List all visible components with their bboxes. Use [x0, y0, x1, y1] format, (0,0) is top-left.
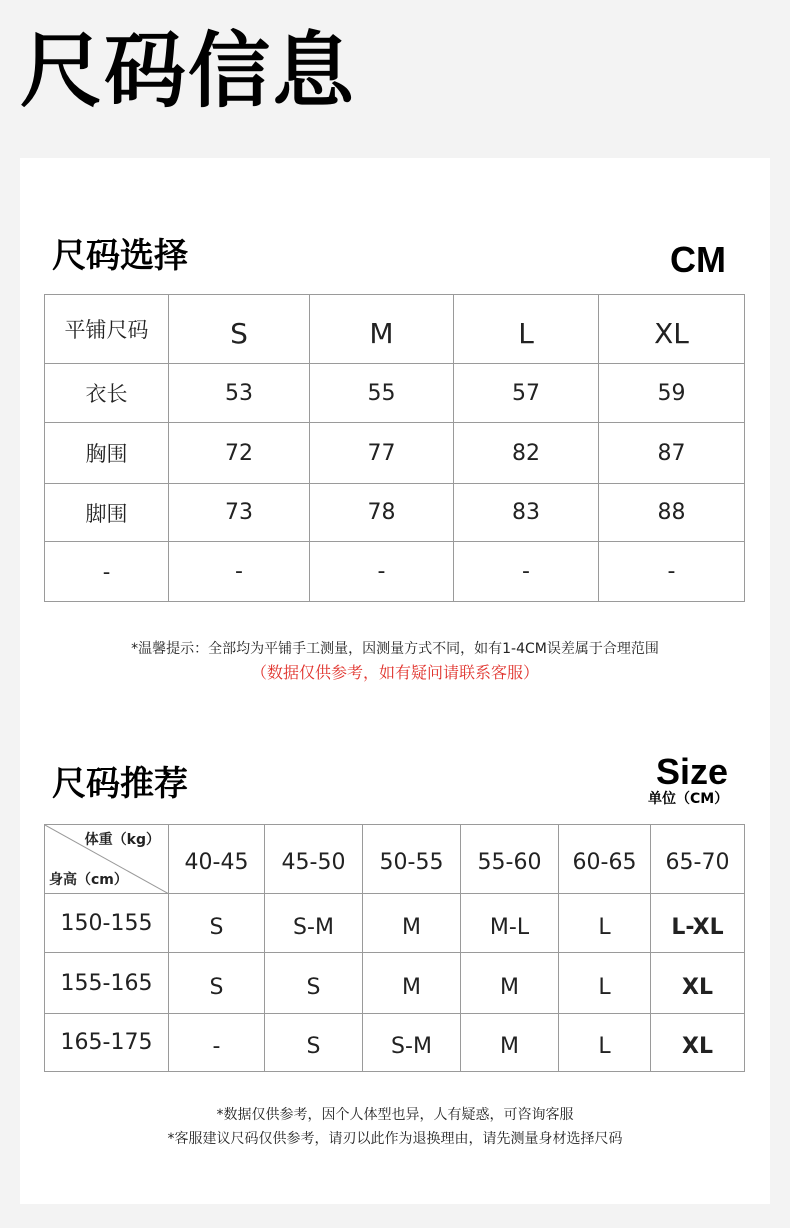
row-label: 衣长	[45, 364, 169, 423]
height-row-label: 165-175	[45, 1014, 169, 1072]
table-cell: 59	[599, 364, 745, 423]
reference-note: *数据仅供参考，因个人体型也异，人有疑惑，可咨询客服	[216, 1107, 574, 1123]
table-cell: S	[265, 953, 363, 1014]
weight-header: 50-55	[363, 825, 461, 894]
size-header-s: S	[169, 295, 310, 364]
height-row-label: 150-155	[45, 894, 169, 953]
table-cell: S	[169, 953, 265, 1014]
page-title: 尺码信息	[20, 24, 357, 119]
table-header-row	[45, 825, 745, 894]
weight-axis-label: 体重（kg）	[84, 832, 160, 848]
weight-header: 45-50	[265, 825, 363, 894]
table-cell: -	[310, 542, 454, 602]
table-cell: -	[599, 542, 745, 602]
height-row-label: 155-165	[45, 953, 169, 1014]
table-row	[45, 484, 745, 542]
table-cell: L-XL	[651, 894, 745, 953]
size-header-m: M	[310, 295, 454, 364]
table-cell: 83	[454, 484, 599, 542]
table-cell: M	[461, 953, 559, 1014]
table-cell: 53	[169, 364, 310, 423]
table-row	[45, 894, 745, 953]
table-cell: M	[363, 894, 461, 953]
table-cell: 57	[454, 364, 599, 423]
row-label: 胸围	[45, 423, 169, 484]
table-cell: -	[454, 542, 599, 602]
table-cell: -	[169, 1014, 265, 1072]
size-recommend-table	[44, 824, 745, 1072]
table-cell: 73	[169, 484, 310, 542]
measurement-note: *温馨提示：全部均为平铺手工测量，因测量方式不同，如有1-4CM误差属于合理范围	[131, 641, 659, 657]
table-cell: 82	[454, 423, 599, 484]
table-cell: M	[461, 1014, 559, 1072]
table-cell: -	[169, 542, 310, 602]
table-cell: S	[265, 1014, 363, 1072]
table-cell: S	[169, 894, 265, 953]
table-cell: 72	[169, 423, 310, 484]
table-row	[45, 423, 745, 484]
table-row	[45, 1014, 745, 1072]
row-label: 脚围	[45, 484, 169, 542]
table-cell: S-M	[265, 894, 363, 953]
table-row	[45, 953, 745, 1014]
header-label-cell: 平铺尺码	[45, 295, 169, 364]
table-cell: 87	[599, 423, 745, 484]
diagonal-header-cell	[45, 825, 169, 894]
unit-cm-sub-label: 单位（CM）	[648, 791, 729, 807]
table-row	[45, 364, 745, 423]
unit-size-label: Size	[656, 751, 729, 792]
size-header-l: L	[454, 295, 599, 364]
height-axis-label: 身高（cm）	[49, 872, 128, 888]
size-selection-title: 尺码选择	[52, 236, 188, 276]
size-chart-table	[44, 294, 745, 602]
table-cell: M-L	[461, 894, 559, 953]
advice-note: *客服建议尺码仅供参考，请刃以此作为退换理由，请先测量身材选择尺码	[167, 1131, 623, 1147]
table-row	[45, 542, 745, 602]
table-cell: XL	[651, 1014, 745, 1072]
table-header-row	[45, 295, 745, 364]
table-cell: XL	[651, 953, 745, 1014]
size-recommend-title: 尺码推荐	[52, 764, 188, 804]
size-info-card	[20, 158, 770, 1204]
table-cell: 77	[310, 423, 454, 484]
weight-header: 60-65	[559, 825, 651, 894]
table-cell: L	[559, 1014, 651, 1072]
table-cell: 88	[599, 484, 745, 542]
weight-header: 55-60	[461, 825, 559, 894]
table-cell: L	[559, 894, 651, 953]
row-label: -	[45, 542, 169, 602]
reference-note-red: （数据仅供参考，如有疑问请联系客服）	[250, 663, 539, 682]
weight-header: 40-45	[169, 825, 265, 894]
table-cell: L	[559, 953, 651, 1014]
table-cell: 78	[310, 484, 454, 542]
unit-cm-label: CM	[670, 239, 726, 280]
weight-header: 65-70	[651, 825, 745, 894]
table-cell: M	[363, 953, 461, 1014]
table-cell: 55	[310, 364, 454, 423]
size-header-xl: XL	[599, 295, 745, 364]
table-cell: S-M	[363, 1014, 461, 1072]
